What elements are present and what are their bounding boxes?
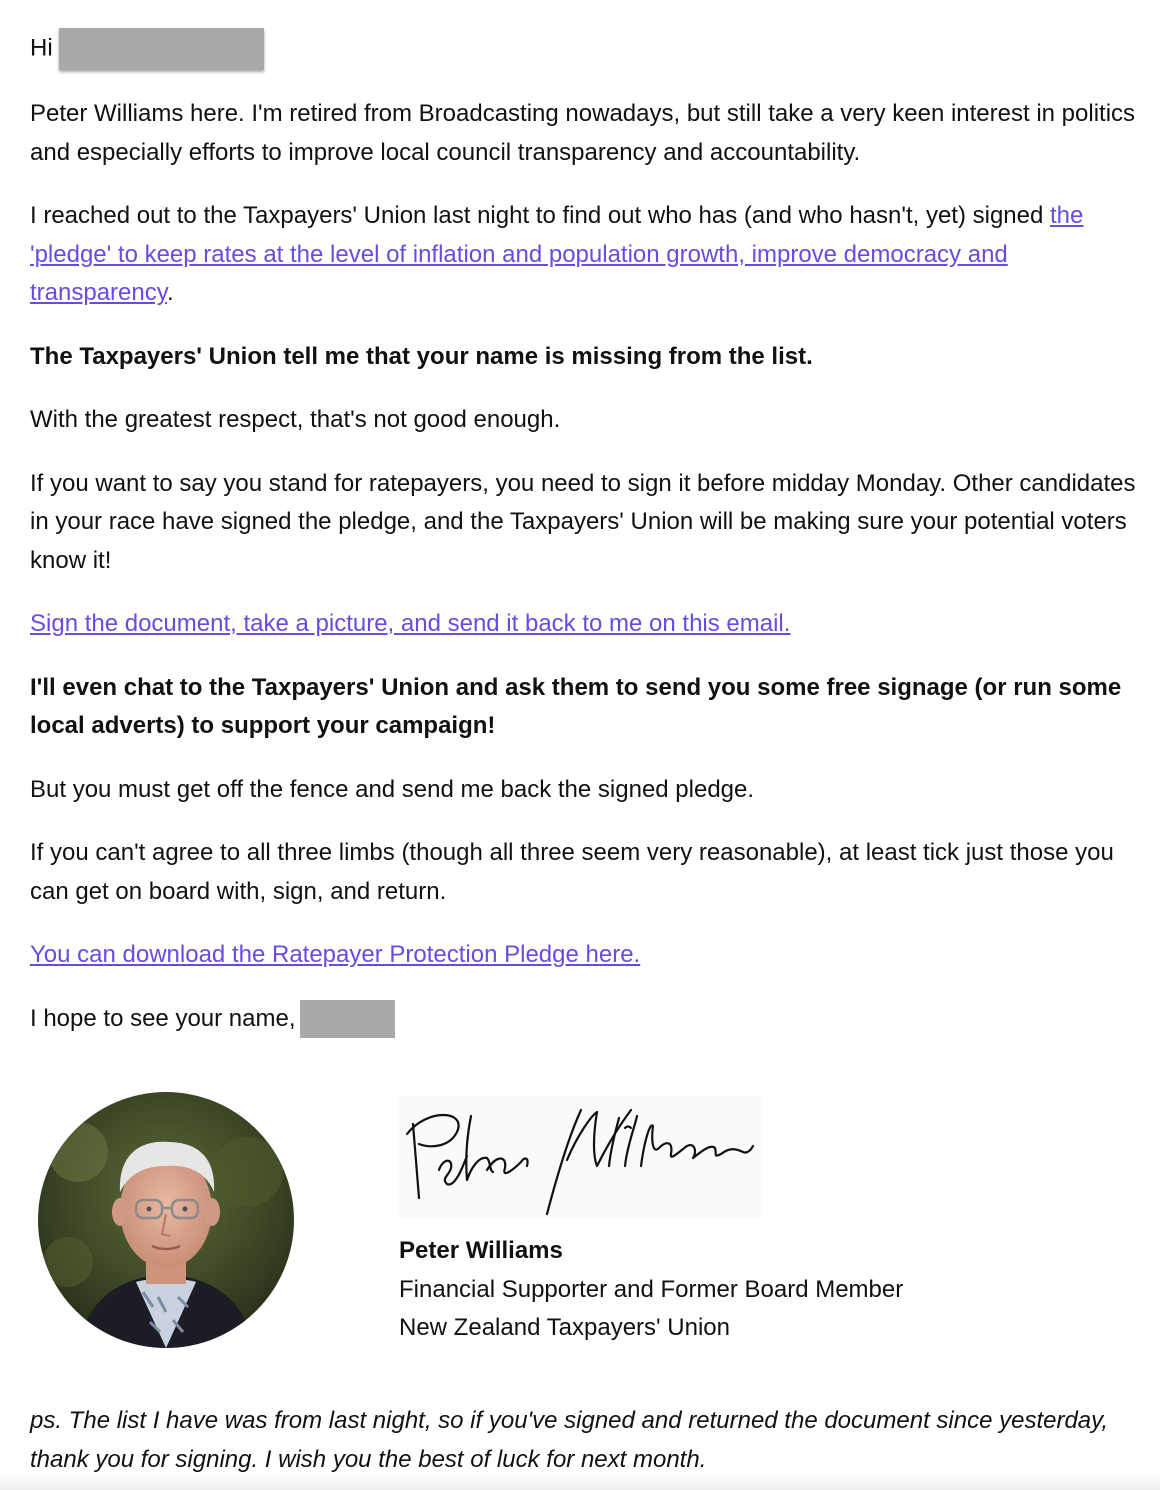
signage-offer-bold: I'll even chat to the Taxpayers' Union and ask them to send you some free signage (or run some local adverts) to support your campaign! — [30, 673, 1122, 739]
redacted-first-name — [300, 1000, 395, 1038]
email-body — [30, 28, 1140, 1063]
pledge-paragraph — [30, 197, 1140, 313]
greeting-line — [30, 28, 1140, 70]
handwritten-signature — [397, 1096, 762, 1218]
deadline-paragraph: If you want to say you stand for ratepayers, you need to sign it before midday Monday. Other candidates in your race have signed the pledge, and the Taxpayers' Union will be making sure your potential voters know it! — [30, 469, 1136, 574]
greeting-text: Hi — [30, 34, 53, 62]
bottom-fade — [0, 1472, 1160, 1490]
pledge-paragraph-end: . — [166, 279, 174, 306]
download-pledge-link[interactable]: You can download the Ratepayer Protection Pledge here. — [30, 941, 641, 968]
download-line — [30, 936, 1140, 975]
signature-block — [0, 1092, 1160, 1362]
signer-title: Financial Supporter and Former Board Member — [399, 1275, 904, 1303]
redacted-recipient-name — [59, 28, 264, 70]
author-photo-image — [38, 1092, 294, 1348]
sign-document-link[interactable]: Sign the document, take a picture, and send it back to me on this email. — [30, 610, 791, 637]
closing-text: I hope to see your name, — [30, 1004, 296, 1032]
missing-name-notice-bold: The Taxpayers' Union tell me that your name is missing from the list. — [30, 342, 813, 370]
signer-name: Peter Williams — [399, 1237, 563, 1264]
fence-paragraph: But you must get off the fence and send me back the signed pledge. — [30, 775, 755, 803]
postscript: ps. The list I have was from last night, so if you've signed and returned the document since yesterday, thank you for signing. I wish you the best of luck for next month. — [30, 1407, 1109, 1473]
author-photo — [38, 1092, 294, 1348]
pledge-link[interactable]: the 'pledge' to keep rates at the level of inflation and population growth, improve democracy and transparency — [30, 202, 1084, 306]
signature-image — [397, 1096, 762, 1218]
signature-details — [399, 1232, 903, 1348]
respect-paragraph: With the greatest respect, that's not good enough. — [30, 406, 561, 433]
closing-line — [30, 1000, 1140, 1039]
pledge-paragraph-text: I reached out to the Taxpayers' Union last night to find out who has (and who hasn't, yet) signed — [30, 202, 1051, 229]
missing-name-notice — [30, 338, 1140, 377]
signer-organization: New Zealand Taxpayers' Union — [399, 1314, 730, 1341]
intro-paragraph: Peter Williams here. I'm retired from Broadcasting nowadays, but still take a very keen interest in politics and especially efforts to improve local council transparency and accountability. — [30, 100, 1136, 166]
signage-offer — [30, 669, 1140, 746]
sign-document-line — [30, 605, 1140, 644]
limbs-paragraph: If you can't agree to all three limbs (though all three seem very reasonable), at least tick just those you can get on board with, sign, and return. — [30, 839, 1114, 905]
